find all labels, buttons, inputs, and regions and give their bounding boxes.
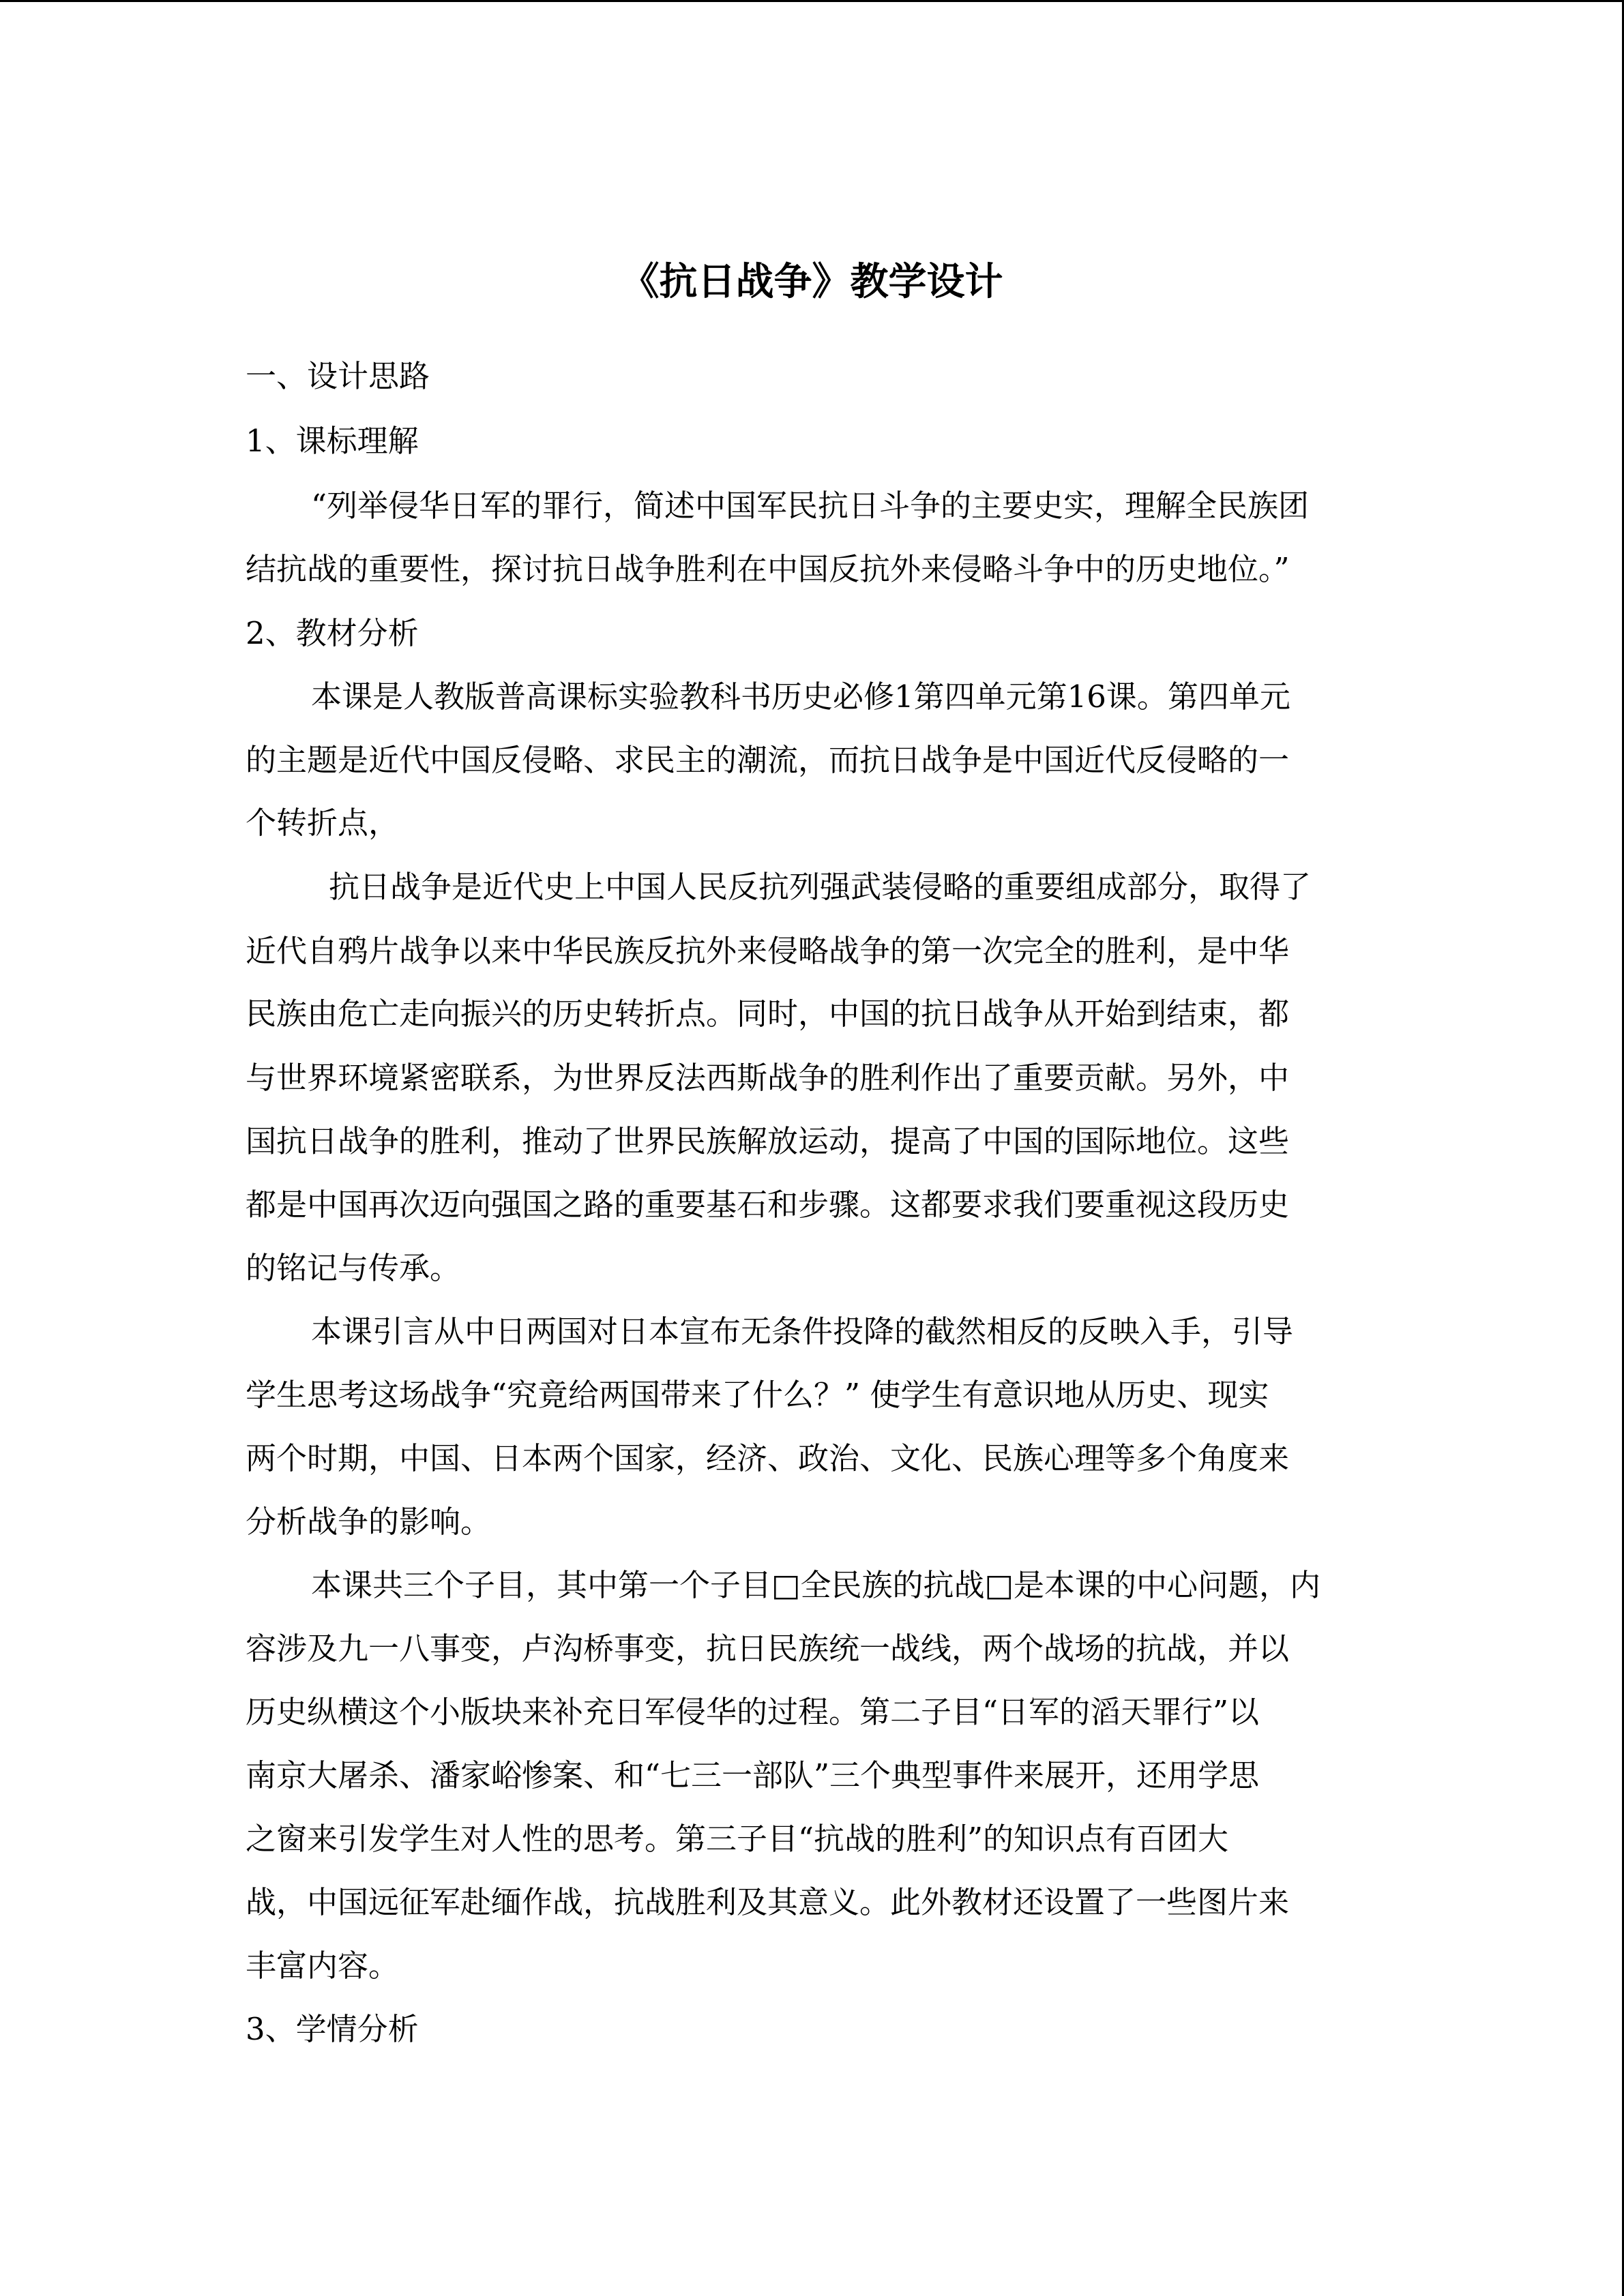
paragraph-line: “列举侵华日军的罪行，简述中国军民抗日斗争的主要史实，理解全民族团 (311, 488, 1310, 524)
paragraph-line: 的铭记与传承。 (246, 1250, 461, 1286)
paragraph-line: 战，中国远征军赴缅作战，抗战胜利及其意义。此外教材还设置了一些图片来 (246, 1884, 1290, 1920)
paragraph-line: 容涉及九一八事变，卢沟桥事变，抗日民族统一战线，两个战场的抗战，并以 (246, 1630, 1290, 1667)
paragraph-line: 的主题是近代中国反侵略、求民主的潮流，而抗日战争是中国近代反侵略的一 (246, 742, 1290, 778)
paragraph-line: 本课引言从中日两国对日本宣布无条件投降的截然相反的反映入手，引导 (311, 1313, 1294, 1350)
document-title: 《抗日战争》教学设计 (621, 259, 1003, 304)
paragraph-line: 国抗日战争的胜利，推动了世界民族解放运动，提高了中国的国际地位。这些 (246, 1123, 1290, 1159)
paragraph-line: 丰富内容。 (246, 1948, 400, 1984)
paragraph-line: 学生思考这场战争“究竟给两国带来了什么？” 使学生有意识地从历史、现实 (246, 1377, 1269, 1413)
paragraph-line: 本课是人教版普高课标实验教科书历史必修1第四单元第16课。第四单元 (311, 679, 1290, 715)
paragraph-line: 两个时期，中国、日本两个国家，经济、政治、文化、民族心理等多个角度来 (246, 1440, 1290, 1476)
page-top-border (0, 0, 1624, 2)
subheading-curriculum-standard: 1、课标理解 (246, 423, 419, 459)
paragraph-line: 结抗战的重要性，探讨抗日战争胜利在中国反抗外来侵略斗争中的历史地位。” (246, 551, 1290, 587)
paragraph-line: 历史纵横这个小版块来补充日军侵华的过程。第二子目“日军的滔天罪行”以 (246, 1694, 1260, 1730)
paragraph-line: 与世界环境紧密联系，为世界反法西斯战争的胜利作出了重要贡献。另外，中 (246, 1060, 1290, 1096)
paragraph-line: 本课共三个子目，其中第一个子目□全民族的抗战□是本课的中心问题，内 (311, 1567, 1321, 1603)
paragraph-line: 个转折点， (246, 805, 400, 841)
paragraph-line: 分析战争的影响。 (246, 1504, 492, 1540)
paragraph-line: 之窗来引发学生对人性的思考。第三子目“抗战的胜利”的知识点有百团大 (246, 1821, 1229, 1857)
paragraph-line: 民族由危亡走向振兴的历史转折点。同时，中国的抗日战争从开始到结束，都 (246, 996, 1290, 1032)
paragraph-line: 南京大屠杀、潘家峪惨案、和“七三一部队”三个典型事件来展开，还用学思 (246, 1757, 1260, 1793)
paragraph-line: 抗日战争是近代史上中国人民反抗列强武装侵略的重要组成部分，取得了 (329, 869, 1312, 905)
section-heading-design-idea: 一、设计思路 (246, 358, 430, 394)
paragraph-line: 近代自鸦片战争以来中华民族反抗外来侵略战争的第一次完全的胜利，是中华 (246, 933, 1290, 969)
subheading-student-analysis: 3、学情分析 (246, 2011, 419, 2047)
subheading-textbook-analysis: 2、教材分析 (246, 615, 419, 651)
paragraph-line: 都是中国再次迈向强国之路的重要基石和步骤。这都要求我们要重视这段历史 (246, 1187, 1290, 1223)
